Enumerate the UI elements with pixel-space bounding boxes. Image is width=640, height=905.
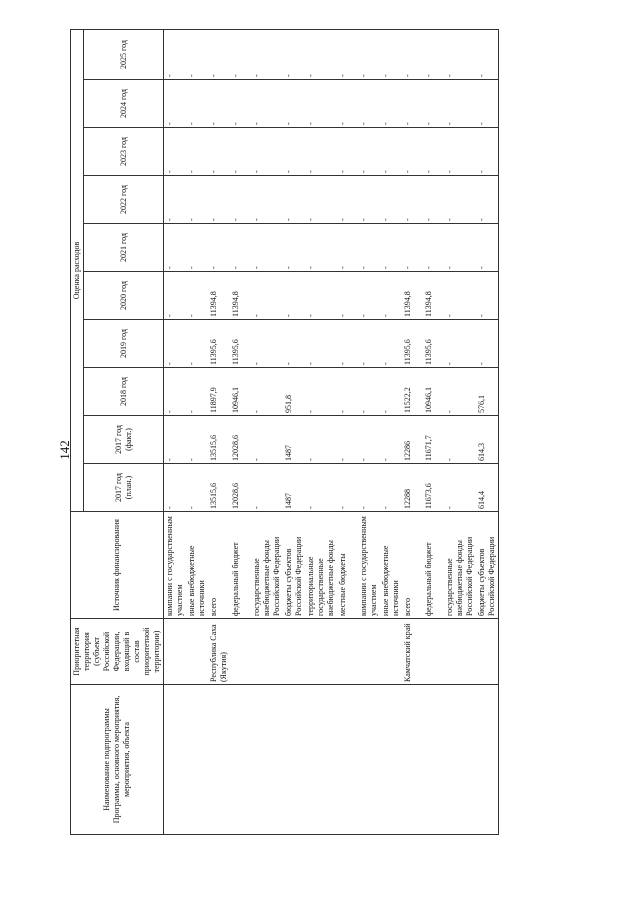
cell-territory (230, 619, 251, 685)
cell-program-name (164, 685, 187, 835)
cell-value: - (251, 272, 283, 320)
cell-value: - (337, 128, 358, 176)
cell-value: - (305, 128, 337, 176)
cell-program-name (423, 685, 444, 835)
cell-value: - (380, 320, 402, 368)
cell-value: - (251, 176, 283, 224)
cell-value: - (305, 224, 337, 272)
cell-territory (358, 619, 380, 685)
cell-value: - (208, 128, 230, 176)
cell-value: - (208, 224, 230, 272)
cell-program-name (283, 685, 305, 835)
cell-value: - (186, 368, 208, 416)
cell-value: - (358, 176, 380, 224)
cell-value: - (251, 29, 283, 79)
cell-value: - (164, 80, 187, 128)
cell-value: 11394,8 (230, 272, 251, 320)
cell-value: - (283, 80, 305, 128)
cell-value: - (337, 464, 358, 512)
cell-value: - (283, 320, 305, 368)
cell-source: компании с государственным участием (164, 512, 187, 619)
cell-value: - (444, 128, 476, 176)
table-row (476, 29, 499, 834)
cell-value: - (476, 272, 499, 320)
cell-source: федеральный бюджет (423, 512, 444, 619)
cell-territory (476, 619, 499, 685)
cell-value: - (423, 224, 444, 272)
cell-value: 1487 (283, 416, 305, 464)
page-number: 142 (56, 440, 72, 460)
cell-value: - (337, 176, 358, 224)
cell-value: - (337, 368, 358, 416)
cell-value: - (444, 416, 476, 464)
cell-value: 11522,2 (402, 368, 423, 416)
cell-value: - (444, 224, 476, 272)
cell-value: - (305, 29, 337, 79)
cell-value: - (251, 128, 283, 176)
cell-value: - (164, 320, 187, 368)
cell-value: - (380, 464, 402, 512)
cell-value: - (380, 224, 402, 272)
cell-value: - (186, 176, 208, 224)
cell-value: 12288 (402, 464, 423, 512)
cell-value: - (358, 80, 380, 128)
table-row (283, 29, 305, 834)
header-year: 2020 год (84, 272, 164, 320)
cell-territory (186, 619, 208, 685)
table-row (251, 29, 283, 834)
cell-value: 10946,1 (423, 368, 444, 416)
cell-source: федеральный бюджет (230, 512, 251, 619)
cell-value: 12028,6 (230, 416, 251, 464)
cell-value: - (380, 128, 402, 176)
cell-value: - (358, 224, 380, 272)
cell-value: - (402, 29, 423, 79)
header-territory: Приоритетная территория (субъект Российской Федерации, входящий в состав приоритетной территории) (71, 619, 164, 685)
header-year: 2021 год (84, 224, 164, 272)
cell-value: - (208, 176, 230, 224)
cell-value: 13515,6 (208, 416, 230, 464)
table-row (186, 29, 208, 834)
cell-value: - (380, 176, 402, 224)
cell-program-name (186, 685, 208, 835)
cell-value: 11395,6 (230, 320, 251, 368)
table-header (71, 29, 164, 834)
cell-value: 11394,8 (423, 272, 444, 320)
cell-value: 614,4 (476, 464, 499, 512)
cell-value: - (444, 464, 476, 512)
cell-value: - (164, 416, 187, 464)
cell-value: 951,8 (283, 368, 305, 416)
cell-value: - (230, 29, 251, 79)
cell-value: - (283, 29, 305, 79)
cell-program-name (230, 685, 251, 835)
cell-value: 576,1 (476, 368, 499, 416)
cell-value: 12286 (402, 416, 423, 464)
cell-value: - (476, 224, 499, 272)
cell-program-name (476, 685, 499, 835)
cell-value: - (164, 176, 187, 224)
cell-value: - (164, 128, 187, 176)
cell-value: - (402, 128, 423, 176)
cell-value: - (337, 320, 358, 368)
cell-source: государственные внебюджетные фонды Российской Федерации (444, 512, 476, 619)
table-row (305, 29, 337, 834)
expenses-table (70, 29, 499, 835)
table-row (208, 29, 230, 834)
header-program-name: Наименование подпрограммы Программы, основного мероприятия, мероприятия, объекта (71, 685, 164, 835)
header-year: 2019 год (84, 320, 164, 368)
cell-source: компании с государственным участием (358, 512, 380, 619)
cell-value: 10946,1 (230, 368, 251, 416)
cell-value: - (305, 176, 337, 224)
cell-value: - (444, 272, 476, 320)
header-year: 2017 год (факт.) (84, 416, 164, 464)
cell-value: - (305, 320, 337, 368)
cell-value: - (476, 80, 499, 128)
cell-territory (164, 619, 187, 685)
cell-value: 11394,8 (208, 272, 230, 320)
cell-source: государственные внебюджетные фонды Российской Федерации (251, 512, 283, 619)
header-expense-estimate: Оценка расходов (71, 29, 84, 511)
cell-value: - (164, 29, 187, 79)
cell-value: - (164, 368, 187, 416)
cell-value: - (230, 128, 251, 176)
cell-territory (444, 619, 476, 685)
cell-value: - (305, 416, 337, 464)
cell-value: - (358, 272, 380, 320)
cell-value: - (186, 272, 208, 320)
cell-value: - (402, 176, 423, 224)
cell-value: - (380, 416, 402, 464)
cell-value: - (444, 80, 476, 128)
cell-value: - (476, 128, 499, 176)
cell-territory (380, 619, 402, 685)
cell-value: - (380, 272, 402, 320)
cell-value: 11395,6 (402, 320, 423, 368)
cell-value: - (358, 320, 380, 368)
cell-value: - (164, 272, 187, 320)
cell-value: - (402, 224, 423, 272)
cell-value: - (186, 416, 208, 464)
cell-program-name (337, 685, 358, 835)
table-body (164, 29, 499, 834)
cell-value: - (305, 272, 337, 320)
cell-program-name (251, 685, 283, 835)
cell-value: - (305, 80, 337, 128)
cell-territory (251, 619, 283, 685)
cell-value: - (444, 29, 476, 79)
cell-program-name (402, 685, 423, 835)
cell-value: 11671,7 (423, 416, 444, 464)
cell-value: - (444, 368, 476, 416)
cell-value: - (402, 80, 423, 128)
cell-program-name (305, 685, 337, 835)
cell-value: 11394,8 (402, 272, 423, 320)
cell-value: - (358, 416, 380, 464)
header-year: 2022 год (84, 176, 164, 224)
table-row (164, 29, 187, 834)
cell-value: - (251, 320, 283, 368)
cell-value: - (186, 80, 208, 128)
cell-value: 614,3 (476, 416, 499, 464)
cell-value: - (337, 272, 358, 320)
cell-value: 11395,6 (208, 320, 230, 368)
cell-program-name (380, 685, 402, 835)
cell-value: - (380, 80, 402, 128)
cell-territory (423, 619, 444, 685)
cell-value: - (444, 176, 476, 224)
table-row (337, 29, 358, 834)
cell-value: - (186, 464, 208, 512)
cell-value: 12028,6 (230, 464, 251, 512)
cell-program-name (358, 685, 380, 835)
cell-value: - (230, 176, 251, 224)
cell-source: бюджеты субъектов Российской Федерации (283, 512, 305, 619)
cell-value: - (423, 128, 444, 176)
cell-value: 13515,6 (208, 464, 230, 512)
cell-source: иные внебюджетные источники (380, 512, 402, 619)
header-source: Источник финансирования (71, 512, 164, 619)
cell-value: 11395,6 (423, 320, 444, 368)
cell-source: местные бюджеты (337, 512, 358, 619)
cell-value: - (305, 464, 337, 512)
cell-source: бюджеты субъектов Российской Федерации (476, 512, 499, 619)
table-row (380, 29, 402, 834)
cell-program-name (444, 685, 476, 835)
header-year: 2018 год (84, 368, 164, 416)
cell-value: - (230, 224, 251, 272)
rotated-table-container (70, 30, 570, 835)
table-row (423, 29, 444, 834)
header-year: 2024 год (84, 80, 164, 128)
cell-value: - (380, 29, 402, 79)
cell-value: - (476, 29, 499, 79)
cell-value: 1487 (283, 464, 305, 512)
table-row (402, 29, 423, 834)
cell-value: - (251, 416, 283, 464)
table-row (444, 29, 476, 834)
cell-value: - (358, 464, 380, 512)
cell-value: - (423, 80, 444, 128)
cell-value: - (186, 224, 208, 272)
cell-source: иные внебюджетные источники (186, 512, 208, 619)
cell-value: - (337, 224, 358, 272)
cell-value: - (230, 80, 251, 128)
cell-value: 11897,9 (208, 368, 230, 416)
header-year: 2023 год (84, 128, 164, 176)
cell-value: 11673,6 (423, 464, 444, 512)
cell-value: - (186, 320, 208, 368)
cell-value: - (305, 368, 337, 416)
cell-value: - (337, 29, 358, 79)
cell-value: - (251, 80, 283, 128)
cell-territory: Камчатский край (402, 619, 423, 685)
cell-value: - (251, 224, 283, 272)
cell-value: - (423, 29, 444, 79)
cell-value: - (186, 29, 208, 79)
cell-value: - (444, 320, 476, 368)
cell-territory (337, 619, 358, 685)
cell-value: - (283, 176, 305, 224)
cell-value: - (337, 80, 358, 128)
table-row (358, 29, 380, 834)
cell-value: - (164, 224, 187, 272)
cell-value: - (476, 176, 499, 224)
cell-value: - (476, 320, 499, 368)
cell-source: всего (208, 512, 230, 619)
cell-value: - (164, 464, 187, 512)
cell-value: - (358, 368, 380, 416)
cell-value: - (423, 176, 444, 224)
header-year: 2025 год (84, 29, 164, 79)
cell-value: - (283, 272, 305, 320)
cell-value: - (283, 224, 305, 272)
cell-value: - (358, 128, 380, 176)
cell-value: - (251, 368, 283, 416)
cell-territory (283, 619, 305, 685)
cell-territory (305, 619, 337, 685)
cell-source: всего (402, 512, 423, 619)
table-row (230, 29, 251, 834)
cell-value: - (208, 80, 230, 128)
cell-value: - (380, 368, 402, 416)
cell-territory: Республика Саха (Якутия) (208, 619, 230, 685)
cell-value: - (208, 29, 230, 79)
cell-value: - (358, 29, 380, 79)
cell-program-name (208, 685, 230, 835)
cell-source: территориальные государственные внебюджетные фонды (305, 512, 337, 619)
cell-value: - (186, 128, 208, 176)
cell-value: - (251, 464, 283, 512)
cell-value: - (337, 416, 358, 464)
header-year: 2017 год (план.) (84, 464, 164, 512)
cell-value: - (283, 128, 305, 176)
